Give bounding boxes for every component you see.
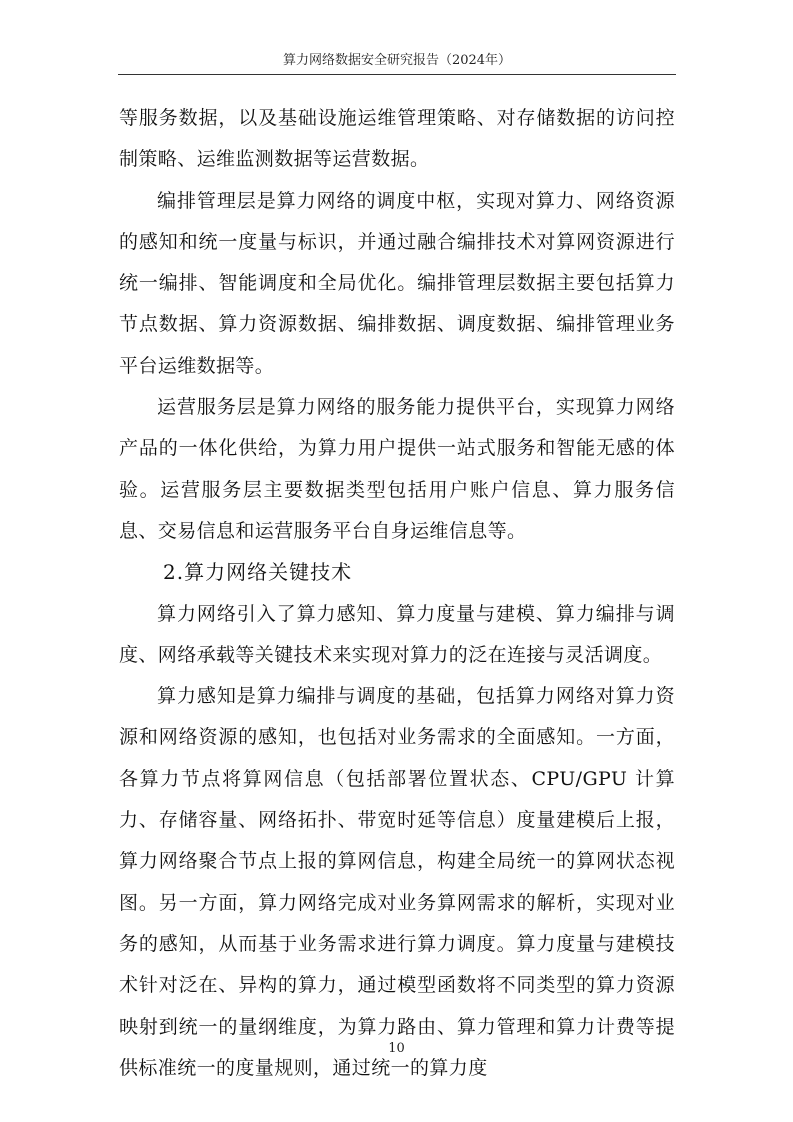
page-header [118,52,676,75]
paragraph-continuation: 等服务数据，以及基础设施运维管理策略、对存储数据的访问控制策略、运维监测数据等运营数据。 [119,107,675,171]
paragraph-operation-service-layer: 运营服务层是算力网络的服务能力提供平台，实现算力网络产品的一体化供给，为算力用户提供一站式服务和智能无感的体验。运营服务层主要数据类型包括用户账户信息、算力服务信息、交易信息和运营服务平台自身运维信息等。 [119,396,675,542]
document-body [119,98,675,1089]
paragraph-orchestration-layer: 编排管理层是算力网络的调度中枢，实现对算力、网络资源的感知和统一度量与标识，并通过融合编排技术对算网资源进行统一编排、智能调度和全局优化。编排管理层数据主要包括算力节点数据、算力资源数据、编排数据、调度数据、编排管理业务平台运维数据等。 [119,189,675,377]
section-heading: 2.算力网络关键技术 [163,560,353,585]
paragraph-compute-perception: 算力感知是算力编排与调度的基础，包括算力网络对算力资源和网络资源的感知，也包括对业务需求的全面感知。一方面，各算力节点将算网信息（包括部署位置状态、CPU/GPU 计算力、存储容量、网络拓扑、带宽时延等信息）度量建模后上报，算力网络聚合节点上报的算网信息，构建全局统一的算网状态视图。另一方面，算力网络完成对业务算网需求的解析，实现对业务的感知，从而基于业务需求进行算力调度。算力度量与建模技术针对泛在、异构的算力，通过模型函数将不同类型的算力资源映射到统一的量纲维度，为算力路由、算力管理和算力计费等提供标准统一的度量规则，通过统一的算力度 [119,685,675,1079]
paragraph-key-technologies: 算力网络引入了算力感知、算力度量与建模、算力编排与调度、网络承载等关键技术来实现对算力的泛在连接与灵活调度。 [119,602,675,666]
page-number: 10 [388,1041,405,1056]
report-title: 算力网络数据安全研究报告（2024年） [282,53,512,68]
